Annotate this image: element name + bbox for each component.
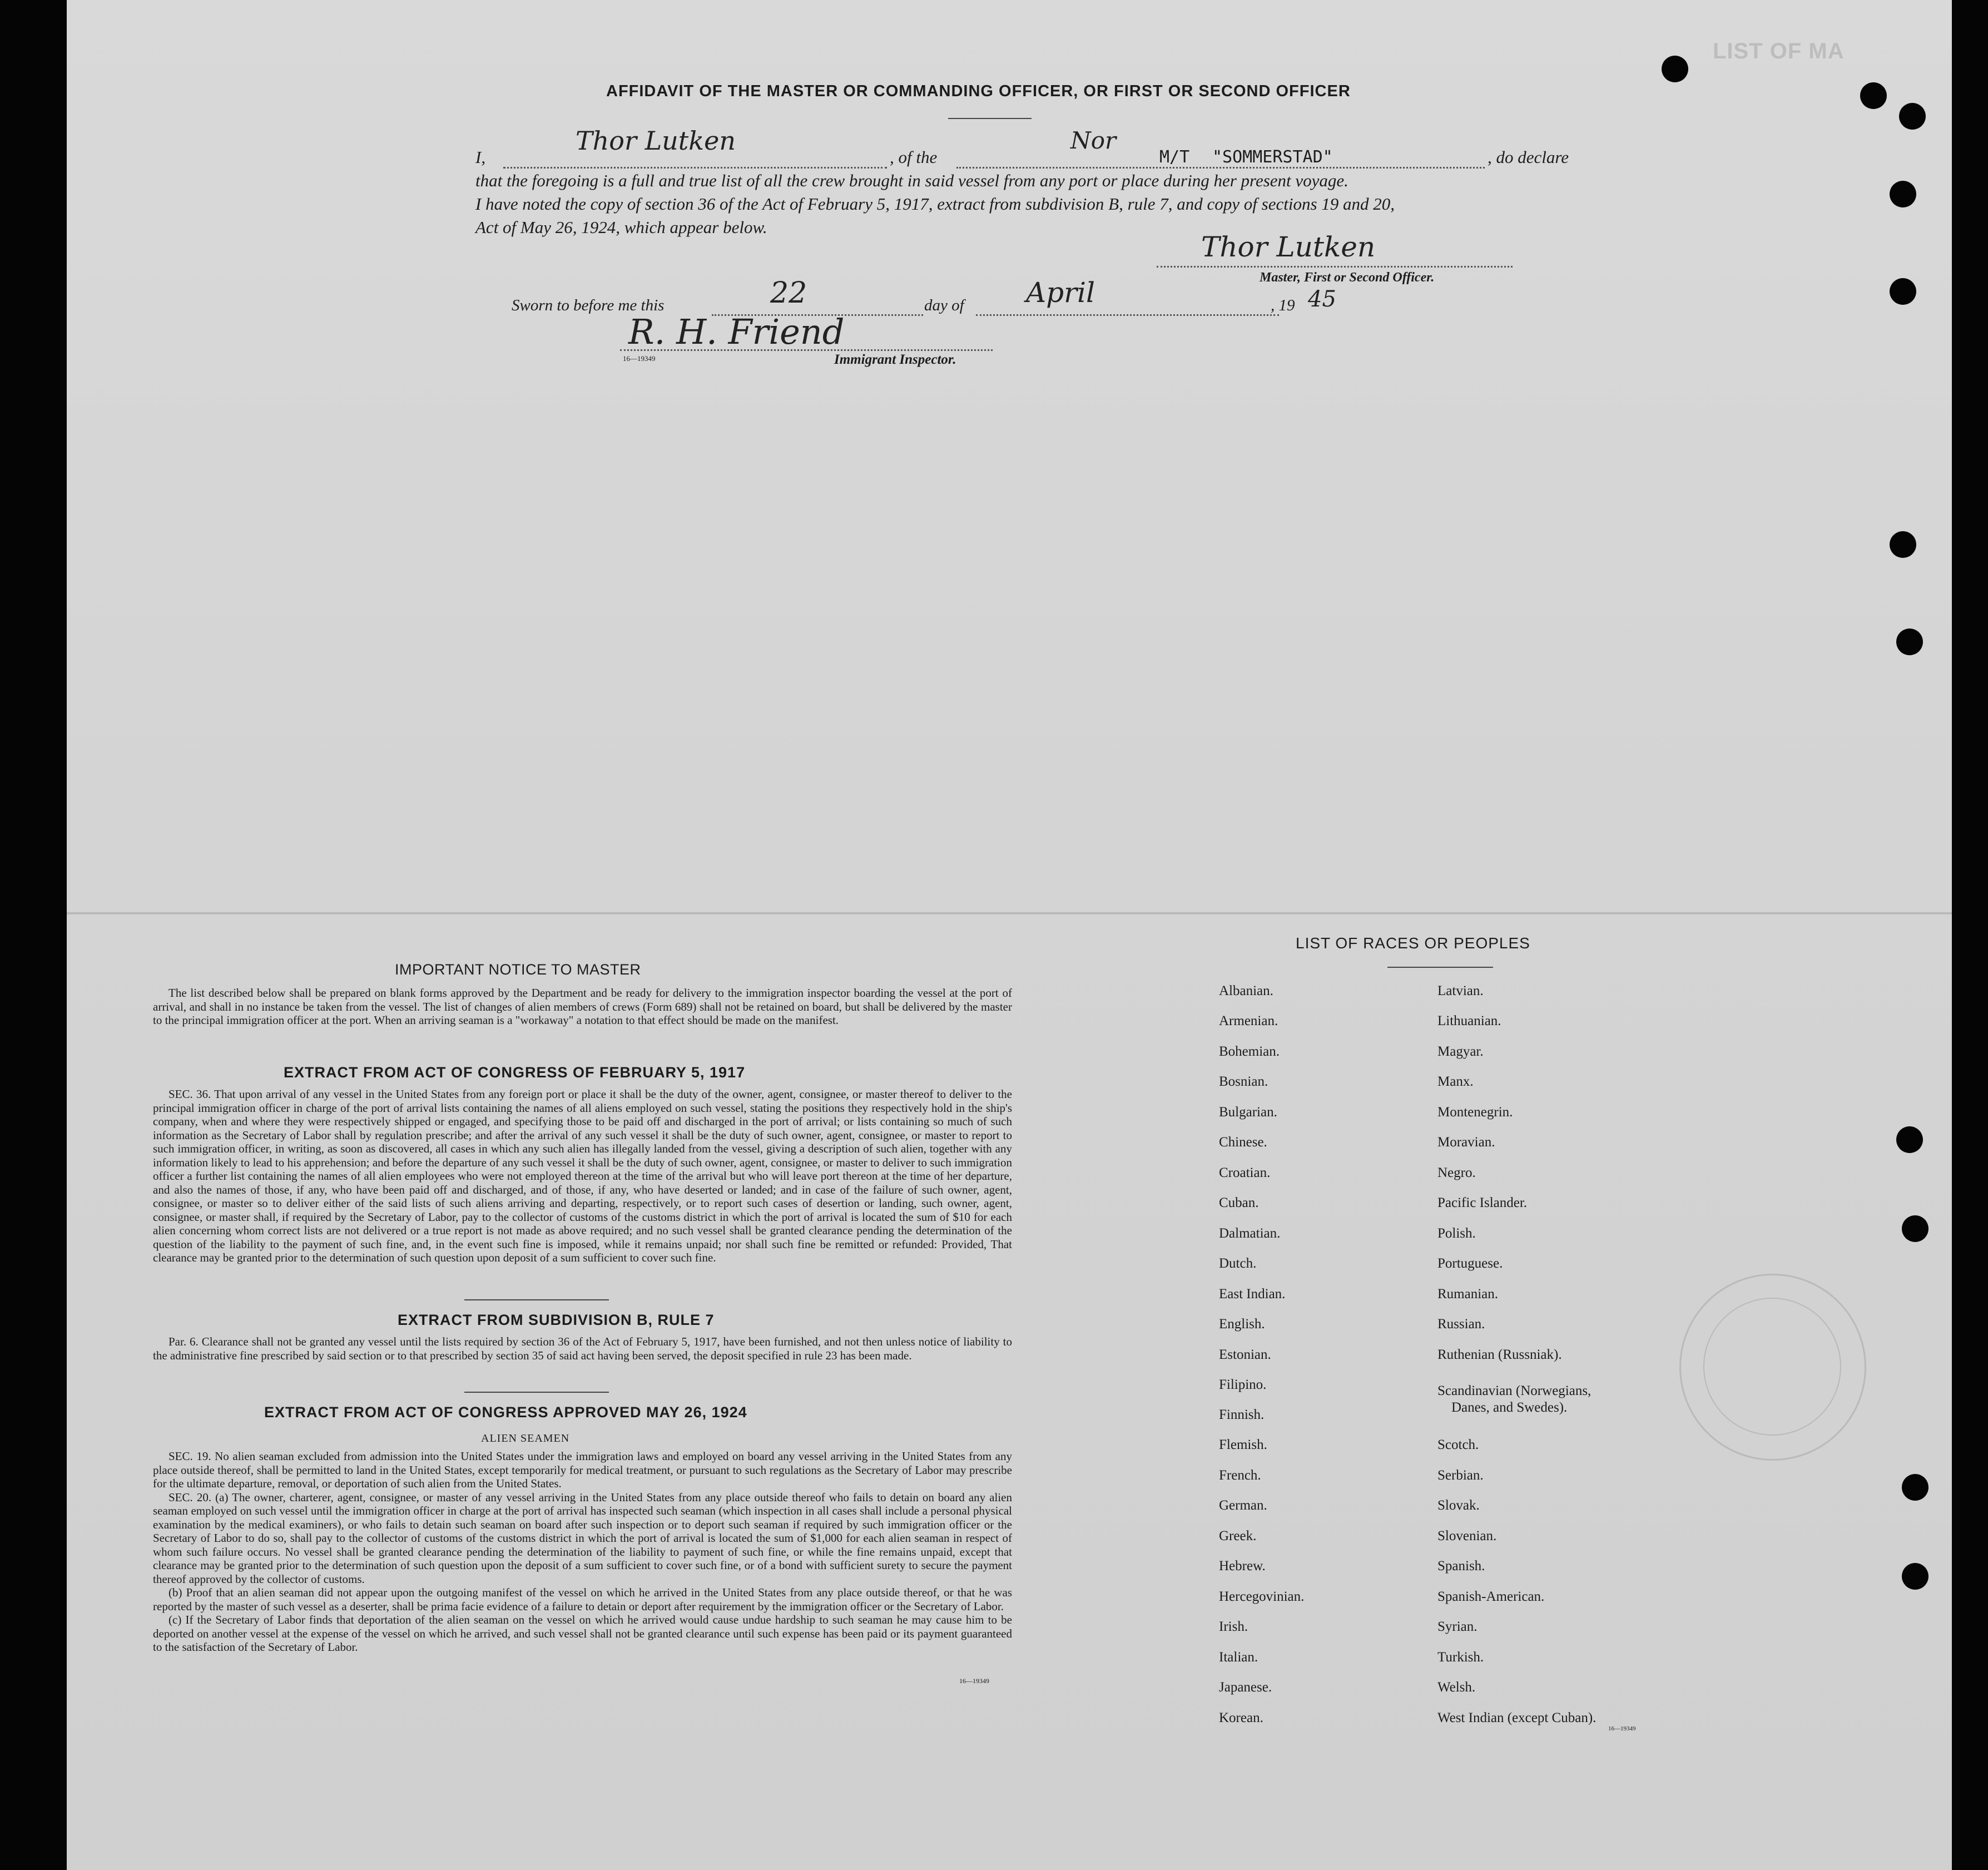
race-item: Slovenian. bbox=[1437, 1528, 1497, 1544]
race-item: Dalmatian. bbox=[1219, 1226, 1281, 1241]
embossed-seal-icon bbox=[1679, 1274, 1866, 1461]
signature-line bbox=[1157, 249, 1513, 268]
punch-hole bbox=[1890, 181, 1916, 207]
race-item: Latvian. bbox=[1437, 983, 1484, 998]
punch-hole bbox=[1896, 1126, 1923, 1153]
rule-divider-1 bbox=[464, 1299, 609, 1300]
rule7-title: EXTRACT FROM SUBDIVISION B, RULE 7 bbox=[398, 1312, 715, 1328]
extract-1917-title: EXTRACT FROM ACT OF CONGRESS OF FEBRUARY 5, 1917 bbox=[284, 1064, 746, 1081]
title-rule bbox=[948, 118, 1032, 119]
rule-divider-2 bbox=[464, 1392, 609, 1393]
race-item: Chinese. bbox=[1219, 1135, 1267, 1150]
sec-20b-paragraph: (b) Proof that an alien seaman did not appear upon the outgoing manifest of the vessel on which he arrived in the United States from any place outside thereof, or that he was reported by the master of such vessel as a deserter, shall be prima facie evidence of a failure to detain or deport after requirement by the immigration officer or the Secretary of Labor. bbox=[153, 1586, 1012, 1613]
signature-caption: Master, First or Second Officer. bbox=[1260, 270, 1435, 285]
race-item: Spanish-American. bbox=[1437, 1589, 1545, 1604]
race-item: Armenian. bbox=[1219, 1013, 1278, 1028]
sec-20c-paragraph: (c) If the Secretary of Labor finds that deportation of the alien seaman on the vessel on which he arrived would cause undue hardship to such seaman he may cause him to be deported on another vessel at the expense of the vessel on which he arrived, and such vessel shall not be granted clearance until such expense has been paid or its payment guaranteed to the satisfaction of the Secretary of Labor. bbox=[153, 1613, 1012, 1654]
punch-hole bbox=[1890, 278, 1916, 305]
race-item: Dutch. bbox=[1219, 1256, 1257, 1271]
document-sheet bbox=[67, 0, 1952, 1870]
races-title: LIST OF RACES OR PEOPLES bbox=[1296, 934, 1530, 952]
of-the-label: , of the bbox=[890, 147, 938, 167]
do-declare: , do declare bbox=[1488, 147, 1569, 167]
race-item: Greek. bbox=[1219, 1528, 1257, 1544]
race-item: Scotch. bbox=[1437, 1437, 1479, 1452]
punch-hole bbox=[1902, 1215, 1928, 1242]
affidavit-line-4: Act of May 26, 1924, which appear below. bbox=[475, 217, 767, 237]
extract-1924-title: EXTRACT FROM ACT OF CONGRESS APPROVED MAY 26, 1924 bbox=[264, 1404, 747, 1421]
race-item: Welsh. bbox=[1437, 1680, 1476, 1695]
year-prefix: , 19 bbox=[1271, 296, 1295, 314]
punch-hole bbox=[1902, 1474, 1928, 1501]
alien-seamen-subtitle: ALIEN SEAMEN bbox=[481, 1432, 570, 1444]
sworn-label: Sworn to before me this bbox=[512, 296, 665, 314]
race-item: Hercegovinian. bbox=[1219, 1589, 1305, 1604]
vessel-handwritten-prefix: Nor bbox=[1070, 127, 1117, 154]
race-item: Croatian. bbox=[1219, 1165, 1271, 1180]
year-handwritten: 45 bbox=[1308, 286, 1336, 312]
race-item: Flemish. bbox=[1219, 1437, 1267, 1452]
races-title-rule bbox=[1387, 967, 1493, 968]
punch-hole bbox=[1890, 531, 1916, 558]
notice-title: IMPORTANT NOTICE TO MASTER bbox=[395, 961, 641, 978]
affidavit-form-number: 16—19349 bbox=[623, 354, 656, 363]
race-item: German. bbox=[1219, 1498, 1267, 1513]
master-signature: Thor Lutken bbox=[1201, 231, 1376, 263]
race-item: Montenegrin. bbox=[1437, 1105, 1513, 1120]
races-form-number: 16—19349 bbox=[1608, 1725, 1636, 1732]
month-handwritten: April bbox=[1026, 276, 1095, 309]
punch-hole bbox=[1860, 82, 1887, 109]
affidavit-line-2: that the foregoing is a full and true list of all the crew brought in said vessel from any port or place during her present voyage. bbox=[475, 171, 1349, 190]
race-item: Lithuanian. bbox=[1437, 1013, 1501, 1028]
race-item: Magyar. bbox=[1437, 1044, 1484, 1059]
vessel-prefix: M/T bbox=[1159, 147, 1190, 167]
affidavit-i: I, bbox=[475, 147, 486, 167]
rule7-paragraph: Par. 6. Clearance shall not be granted any vessel until the lists required by section 36 of the Act of February 5, 1917, have been furnished, and not then unless notice of liability to the administrative fine prescribed by said section or to that prescribed by section 35 of said act having been served, the deposit specified in rule 23 has been made. bbox=[153, 1335, 1012, 1362]
race-item: Rumanian. bbox=[1437, 1287, 1499, 1302]
race-item: Syrian. bbox=[1437, 1619, 1478, 1634]
punch-hole bbox=[1662, 56, 1688, 82]
race-item: Korean. bbox=[1219, 1710, 1263, 1725]
day-of-label: day of bbox=[924, 296, 964, 314]
race-item: Scandinavian (Norwegians, bbox=[1437, 1383, 1592, 1398]
race-item: Pacific Islander. bbox=[1437, 1195, 1528, 1210]
notice-text bbox=[153, 986, 1012, 1027]
affidavit-title: AFFIDAVIT OF THE MASTER OR COMMANDING OFFICER, OR FIRST OR SECOND OFFICER bbox=[606, 82, 1351, 100]
race-item: Moravian. bbox=[1437, 1135, 1495, 1150]
affidavit-line-3: I have noted the copy of section 36 of the Act of February 5, 1917, extract from subdivision B, rule 7, and copy of sections 19 and 20, bbox=[475, 194, 1395, 214]
race-item: Albanian. bbox=[1219, 983, 1273, 998]
race-item: Serbian. bbox=[1437, 1468, 1484, 1483]
punch-hole bbox=[1899, 103, 1926, 130]
punch-hole bbox=[1896, 629, 1923, 655]
master-name-handwritten: Thor Lutken bbox=[576, 126, 736, 156]
race-item: Irish. bbox=[1219, 1619, 1248, 1634]
inspector-line bbox=[620, 333, 993, 351]
race-item: Ruthenian (Russniak). bbox=[1437, 1347, 1562, 1362]
day-handwritten: 22 bbox=[770, 276, 807, 310]
race-item: Estonian. bbox=[1219, 1347, 1271, 1362]
race-item: Bosnian. bbox=[1219, 1074, 1268, 1089]
extract-1924-text bbox=[153, 1450, 1012, 1654]
race-item: Italian. bbox=[1219, 1650, 1258, 1665]
punch-hole bbox=[1902, 1563, 1928, 1590]
sec-36-paragraph: SEC. 36. That upon arrival of any vessel in the United States from any foreign port or place it shall be the duty of the owner, agent, consignee, or master thereof to deliver to the principal immigration officer in charge of the port of arrival lists containing the names of all aliens employed on such vessel, stating the positions they respectively hold in the ship's company, when and where they were respectively shipped or engaged, and specifying those to be paid off and discharged in the port of arrival; or lists containing so much of such information as the Secretary of Labor shall by regulation prescribe; and after the arrival of any such vessel it shall be the duty of such owner, agent, consignee, or master to report to such immigration officer, in writing, as soon as discovered, all cases in which any such alien has illegally landed from the vessel, giving a description of such alien, together with any information likely to lead to his apprehension; and before the departure of any such vessel it shall be the duty of such owner, agent, consignee, or master to deliver to such immigration officer a further list containing the names of all alien employees who were not employed thereon at the time of the arrival but who will leave port thereon at the time of her departure, and also the names of those, if any, who have been paid off and discharged, and of those, if any, who have deserted or landed; and in case of the failure of such owner, agent, consignee, or master so to deliver either of the said lists of such aliens arriving and departing, respectively, or to report such cases of desertion or landing, such owner, agent, consignee, or master shall, if required by the Secretary of Labor, pay to the collector of customs of the customs district in which the port of arrival is located the sum of $10 for each alien concerning whom correct lists are not delivered or a true report is not made as above required; and no such vessel shall be granted clearance pending the determination of the question of the liability to the payment of such fine, and, in the event such fine is imposed, while it remains unpaid; nor shall such fine be remitted or refunded: Provided, That clearance may be granted prior to the determination of such question upon deposit of a sum sufficient to cover such fine. bbox=[153, 1087, 1012, 1264]
fold-line bbox=[67, 912, 1952, 914]
race-item: English. bbox=[1219, 1317, 1265, 1332]
notice-paragraph: The list described below shall be prepared on blank forms approved by the Department and be ready for delivery to the immigration inspector boarding the vessel at the port of arrival, and shall in no instance be taken from the vessel. The list of changes of alien members of crews (Form 689) shall not be retained on board, but shall be delivered by the master to the principal immigration officer at the port. When an arriving seaman is a "workaway" a notation to that effect should be made on the manifest. bbox=[153, 986, 1012, 1027]
race-item: Filipino. bbox=[1219, 1377, 1267, 1392]
race-item: Cuban. bbox=[1219, 1195, 1259, 1210]
rule7-text bbox=[153, 1335, 1012, 1362]
inspector-caption: Immigrant Inspector. bbox=[834, 352, 956, 367]
header-bleed: LIST OF MA bbox=[1713, 39, 1845, 63]
seal-inner-ring bbox=[1703, 1298, 1841, 1436]
race-item: Spanish. bbox=[1437, 1559, 1485, 1574]
race-item: Japanese. bbox=[1219, 1680, 1272, 1695]
race-item: Hebrew. bbox=[1219, 1559, 1266, 1574]
race-item: Slovak. bbox=[1437, 1498, 1480, 1513]
sec-20a-paragraph: SEC. 20. (a) The owner, charterer, agent, consignee, or master of any vessel arriving in the United States from any place outside thereof who fails to detain on board any alien seaman employed on such vessel until the immigration officer in charge at the port of arrival has inspected such seaman (which inspection in all cases shall include a personal physical examination by the medical examiners), or who fails to detain such seaman on board after such inspection or to deport such seaman if required by such immigration officer or the Secretary of Labor to do so, shall pay to the collector of customs of the customs district in which the port of arrival is located the sum of $1,000 for each alien seaman in respect of whom such failure occurs. No vessel shall be granted clearance pending the determination of the liability to payment of such fine, or while the fine remains unpaid, except that clearance may be granted prior to the determination of such question upon the deposit of a sum sufficient to cover such fine, or of a bond with sufficient surety to secure the payment thereof approved by the collector of customs. bbox=[153, 1490, 1012, 1586]
race-item: Portuguese. bbox=[1437, 1256, 1503, 1271]
race-item: French. bbox=[1219, 1468, 1261, 1483]
race-item: Russian. bbox=[1437, 1317, 1485, 1332]
race-item: West Indian (except Cuban). bbox=[1437, 1710, 1597, 1725]
extract-1917-text bbox=[153, 1087, 1012, 1265]
race-item: Polish. bbox=[1437, 1226, 1476, 1241]
race-item: Danes, and Swedes). bbox=[1451, 1400, 1568, 1415]
race-item: East Indian. bbox=[1219, 1287, 1286, 1302]
extract-form-number: 16—19349 bbox=[959, 1677, 989, 1685]
race-item: Bohemian. bbox=[1219, 1044, 1280, 1059]
race-item: Negro. bbox=[1437, 1165, 1476, 1180]
vessel-name: "SOMMERSTAD" bbox=[1212, 147, 1333, 167]
month-line bbox=[976, 298, 1279, 316]
race-item: Bulgarian. bbox=[1219, 1105, 1277, 1120]
race-item: Finnish. bbox=[1219, 1407, 1265, 1422]
race-item: Turkish. bbox=[1437, 1650, 1484, 1665]
sec-19-paragraph: SEC. 19. No alien seaman excluded from admission into the United States under the immigration laws and employed on board any vessel arriving in the United States from any place outside thereof, shall be permitted to land in the United States, except temporarily for medical treatment, or pursuant to such regulations as the Secretary of Labor may prescribe for the ultimate departure, removal, or deportation of such alien from the United States. bbox=[153, 1450, 1012, 1490]
race-item: Manx. bbox=[1437, 1074, 1474, 1089]
inspector-signature: R. H. Friend bbox=[628, 311, 845, 352]
